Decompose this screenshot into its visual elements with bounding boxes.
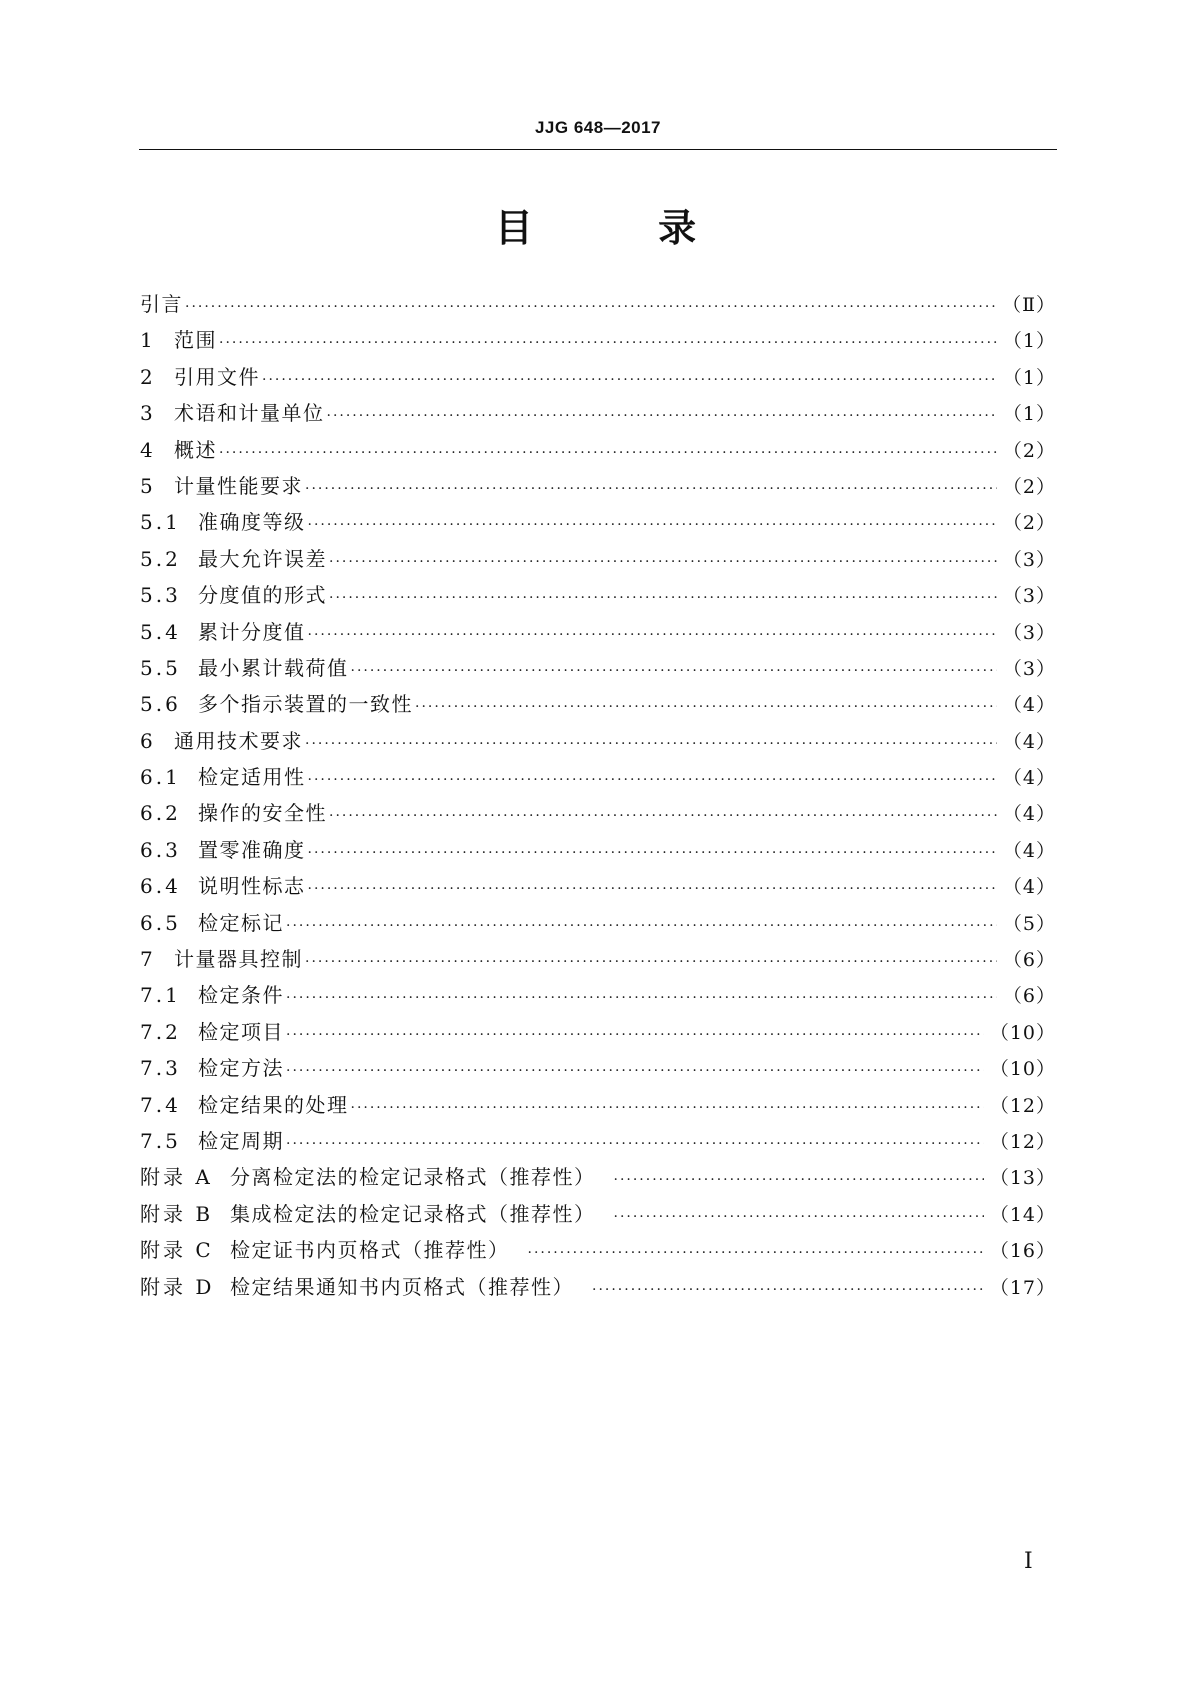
toc-entry-page: （1） <box>1002 403 1056 426</box>
toc-entry[interactable] <box>140 1123 1056 1159</box>
toc-entry-page: （5） <box>1002 912 1056 935</box>
header-divider <box>139 149 1057 150</box>
toc-entry[interactable] <box>140 1014 1056 1050</box>
toc-entry-title: 检定结果的处理 <box>198 1092 349 1117</box>
toc-dot-leader <box>308 835 997 871</box>
toc-entry-number: 6.4 <box>140 874 181 899</box>
toc-entry-title: 分度值的形式 <box>198 583 327 608</box>
toc-entry-page: （4） <box>1002 767 1056 790</box>
toc-entry-title: 置零准确度 <box>198 837 306 862</box>
toc-entry-title: 引用文件 <box>174 364 260 389</box>
toc-dot-leader <box>351 1090 984 1126</box>
toc-entry-number: 6.1 <box>140 765 181 790</box>
toc-entry-title: 最小累计载荷值 <box>198 655 349 680</box>
toc-entry[interactable] <box>140 286 1056 322</box>
toc-dot-leader <box>305 944 997 980</box>
toc-entry[interactable] <box>140 723 1056 759</box>
toc-entry-title: 计量性能要求 <box>174 473 303 498</box>
toc-entry-page: （1） <box>1002 330 1056 353</box>
toc-dot-leader <box>528 1235 984 1271</box>
toc-entry-number: 附录 D <box>140 1274 215 1299</box>
toc-entry-page: （12） <box>989 1130 1056 1153</box>
toc-entry-title: 概述 <box>174 437 217 462</box>
toc-entry-number: 6 <box>140 728 156 753</box>
page-number: I <box>1024 1549 1033 1574</box>
toc-entry-number: 7 <box>140 947 156 972</box>
toc-entry[interactable] <box>140 395 1056 431</box>
toc-entry-page: （16） <box>989 1240 1056 1263</box>
toc-dot-leader <box>286 980 997 1016</box>
toc-entry[interactable] <box>140 759 1056 795</box>
toc-entry[interactable] <box>140 832 1056 868</box>
toc-dot-leader <box>286 1053 984 1089</box>
toc-entry-number: 6.2 <box>140 801 181 826</box>
toc-entry[interactable] <box>140 1269 1056 1305</box>
toc-dot-leader <box>308 762 997 798</box>
toc-entry-page: （14） <box>989 1203 1056 1226</box>
toc-entry-title: 检定项目 <box>198 1019 284 1044</box>
toc-entry[interactable] <box>140 541 1056 577</box>
toc-entry-title: 分离检定法的检定记录格式（推荐性） <box>230 1165 596 1190</box>
toc-entry-number: 3 <box>140 401 156 426</box>
toc-entry-title: 计量器具控制 <box>174 947 303 972</box>
toc-entry[interactable] <box>140 359 1056 395</box>
toc-entry-page: （3） <box>1002 657 1056 680</box>
toc-entry-page: （2） <box>1002 512 1056 535</box>
toc-entry-number: 5.5 <box>140 655 181 680</box>
toc-entry-page: （10） <box>989 1021 1056 1044</box>
toc-entry-title: 集成检定法的检定记录格式（推荐性） <box>230 1201 596 1226</box>
toc-entry-title: 检定条件 <box>198 983 284 1008</box>
toc-entry-number: 6.3 <box>140 837 181 862</box>
toc-entry-number: 附录 B <box>140 1201 214 1226</box>
toc-dot-leader <box>305 471 997 507</box>
toc-entry[interactable] <box>140 432 1056 468</box>
toc-entry[interactable] <box>140 504 1056 540</box>
toc-entry[interactable] <box>140 1196 1056 1232</box>
toc-dot-leader <box>592 1272 984 1308</box>
toc-entry[interactable] <box>140 686 1056 722</box>
toc-entry[interactable] <box>140 1050 1056 1086</box>
toc-entry-number: 5.4 <box>140 619 181 644</box>
toc-entry[interactable] <box>140 614 1056 650</box>
toc-entry-page: （3） <box>1002 585 1056 608</box>
toc-entry-number: 附录 A <box>140 1165 213 1190</box>
toc-dot-leader <box>308 507 997 543</box>
toc-dot-leader <box>185 289 996 325</box>
toc-entry-page: （12） <box>989 1094 1056 1117</box>
toc-entry-page: （2） <box>1002 439 1056 462</box>
toc-entry[interactable] <box>140 868 1056 904</box>
toc-entry[interactable] <box>140 577 1056 613</box>
toc-entry-page: （10） <box>989 1058 1056 1081</box>
toc-entry-title: 操作的安全性 <box>198 801 327 826</box>
toc-dot-leader <box>286 1017 984 1053</box>
toc-entry-title: 检定标记 <box>198 910 284 935</box>
toc-entry-title: 引言 <box>140 292 183 316</box>
toc-entry-page: （13） <box>989 1167 1056 1190</box>
toc-entry-number: 6.5 <box>140 910 181 935</box>
toc-dot-leader <box>286 1126 984 1162</box>
toc-entry[interactable] <box>140 650 1056 686</box>
toc-dot-leader <box>286 908 997 944</box>
toc-entry-title: 检定方法 <box>198 1056 284 1081</box>
toc-dot-leader <box>219 435 997 471</box>
toc-entry-title: 检定结果通知书内页格式（推荐性） <box>230 1274 574 1299</box>
toc-dot-leader <box>614 1199 984 1235</box>
toc-entry-number: 7.1 <box>140 983 181 1008</box>
toc-entry-number: 4 <box>140 437 156 462</box>
toc-entry-page: （4） <box>1002 730 1056 753</box>
toc-dot-leader <box>308 617 997 653</box>
toc-entry-page: （2） <box>1002 475 1056 498</box>
toc-entry[interactable] <box>140 322 1056 358</box>
toc-entry-number: 5.6 <box>140 692 181 717</box>
toc-entry[interactable] <box>140 1232 1056 1268</box>
toc-entry-page: （3） <box>1002 548 1056 571</box>
toc-entry-title: 检定适用性 <box>198 765 306 790</box>
toc-entry-page: （1） <box>1002 366 1056 389</box>
toc-entry-title: 准确度等级 <box>198 510 306 535</box>
toc-entry-number: 1 <box>140 328 156 353</box>
toc-entry[interactable] <box>140 1159 1056 1195</box>
toc-entry-page: （4） <box>1002 694 1056 717</box>
toc-entry-title: 多个指示装置的一致性 <box>198 692 413 717</box>
toc-dot-leader <box>614 1162 984 1198</box>
toc-entry[interactable] <box>140 468 1056 504</box>
toc-entry[interactable] <box>140 941 1056 977</box>
toc-entry-title: 累计分度值 <box>198 619 306 644</box>
toc-entry-number: 5.1 <box>140 510 181 535</box>
toc-dot-leader <box>308 871 997 907</box>
toc-entry[interactable] <box>140 1087 1056 1123</box>
toc-entry-number: 5.2 <box>140 546 181 571</box>
toc-entry[interactable] <box>140 977 1056 1013</box>
toc-entry[interactable] <box>140 795 1056 831</box>
toc-entry-page: （17） <box>989 1276 1056 1299</box>
toc-dot-leader <box>327 398 997 434</box>
toc-entry-number: 2 <box>140 364 156 389</box>
toc-entry-page: （Ⅱ） <box>1002 294 1056 316</box>
toc-dot-leader <box>329 798 997 834</box>
toc-dot-leader <box>262 362 997 398</box>
toc-entry[interactable] <box>140 905 1056 941</box>
toc-entry-number: 7.2 <box>140 1019 181 1044</box>
toc-entry-page: （6） <box>1002 949 1056 972</box>
toc-entry-title: 通用技术要求 <box>174 728 303 753</box>
page-title: 目 录 <box>494 206 753 250</box>
toc-entry-page: （4） <box>1002 803 1056 826</box>
toc-entry-page: （4） <box>1002 839 1056 862</box>
toc-entry-number: 7.5 <box>140 1128 181 1153</box>
table-of-contents <box>140 286 1056 1305</box>
toc-entry-title: 范围 <box>174 328 217 353</box>
toc-dot-leader <box>329 580 997 616</box>
toc-entry-number: 附录 C <box>140 1238 214 1263</box>
toc-entry-number: 5.3 <box>140 583 181 608</box>
toc-entry-number: 7.3 <box>140 1056 181 1081</box>
toc-dot-leader <box>415 689 997 725</box>
toc-dot-leader <box>329 544 997 580</box>
toc-dot-leader <box>351 653 997 689</box>
toc-entry-title: 最大允许误差 <box>198 546 327 571</box>
toc-entry-number: 7.4 <box>140 1092 181 1117</box>
toc-entry-page: （3） <box>1002 621 1056 644</box>
toc-entry-page: （6） <box>1002 985 1056 1008</box>
toc-entry-title: 检定周期 <box>198 1128 284 1153</box>
toc-entry-number: 5 <box>140 473 156 498</box>
toc-entry-title: 说明性标志 <box>198 874 306 899</box>
toc-entry-title: 术语和计量单位 <box>174 401 325 426</box>
toc-dot-leader <box>305 726 997 762</box>
toc-entry-title: 检定证书内页格式（推荐性） <box>230 1238 510 1263</box>
toc-entry-page: （4） <box>1002 876 1056 899</box>
document-code-header: JJG 648—2017 <box>534 118 662 137</box>
toc-dot-leader <box>219 325 997 361</box>
